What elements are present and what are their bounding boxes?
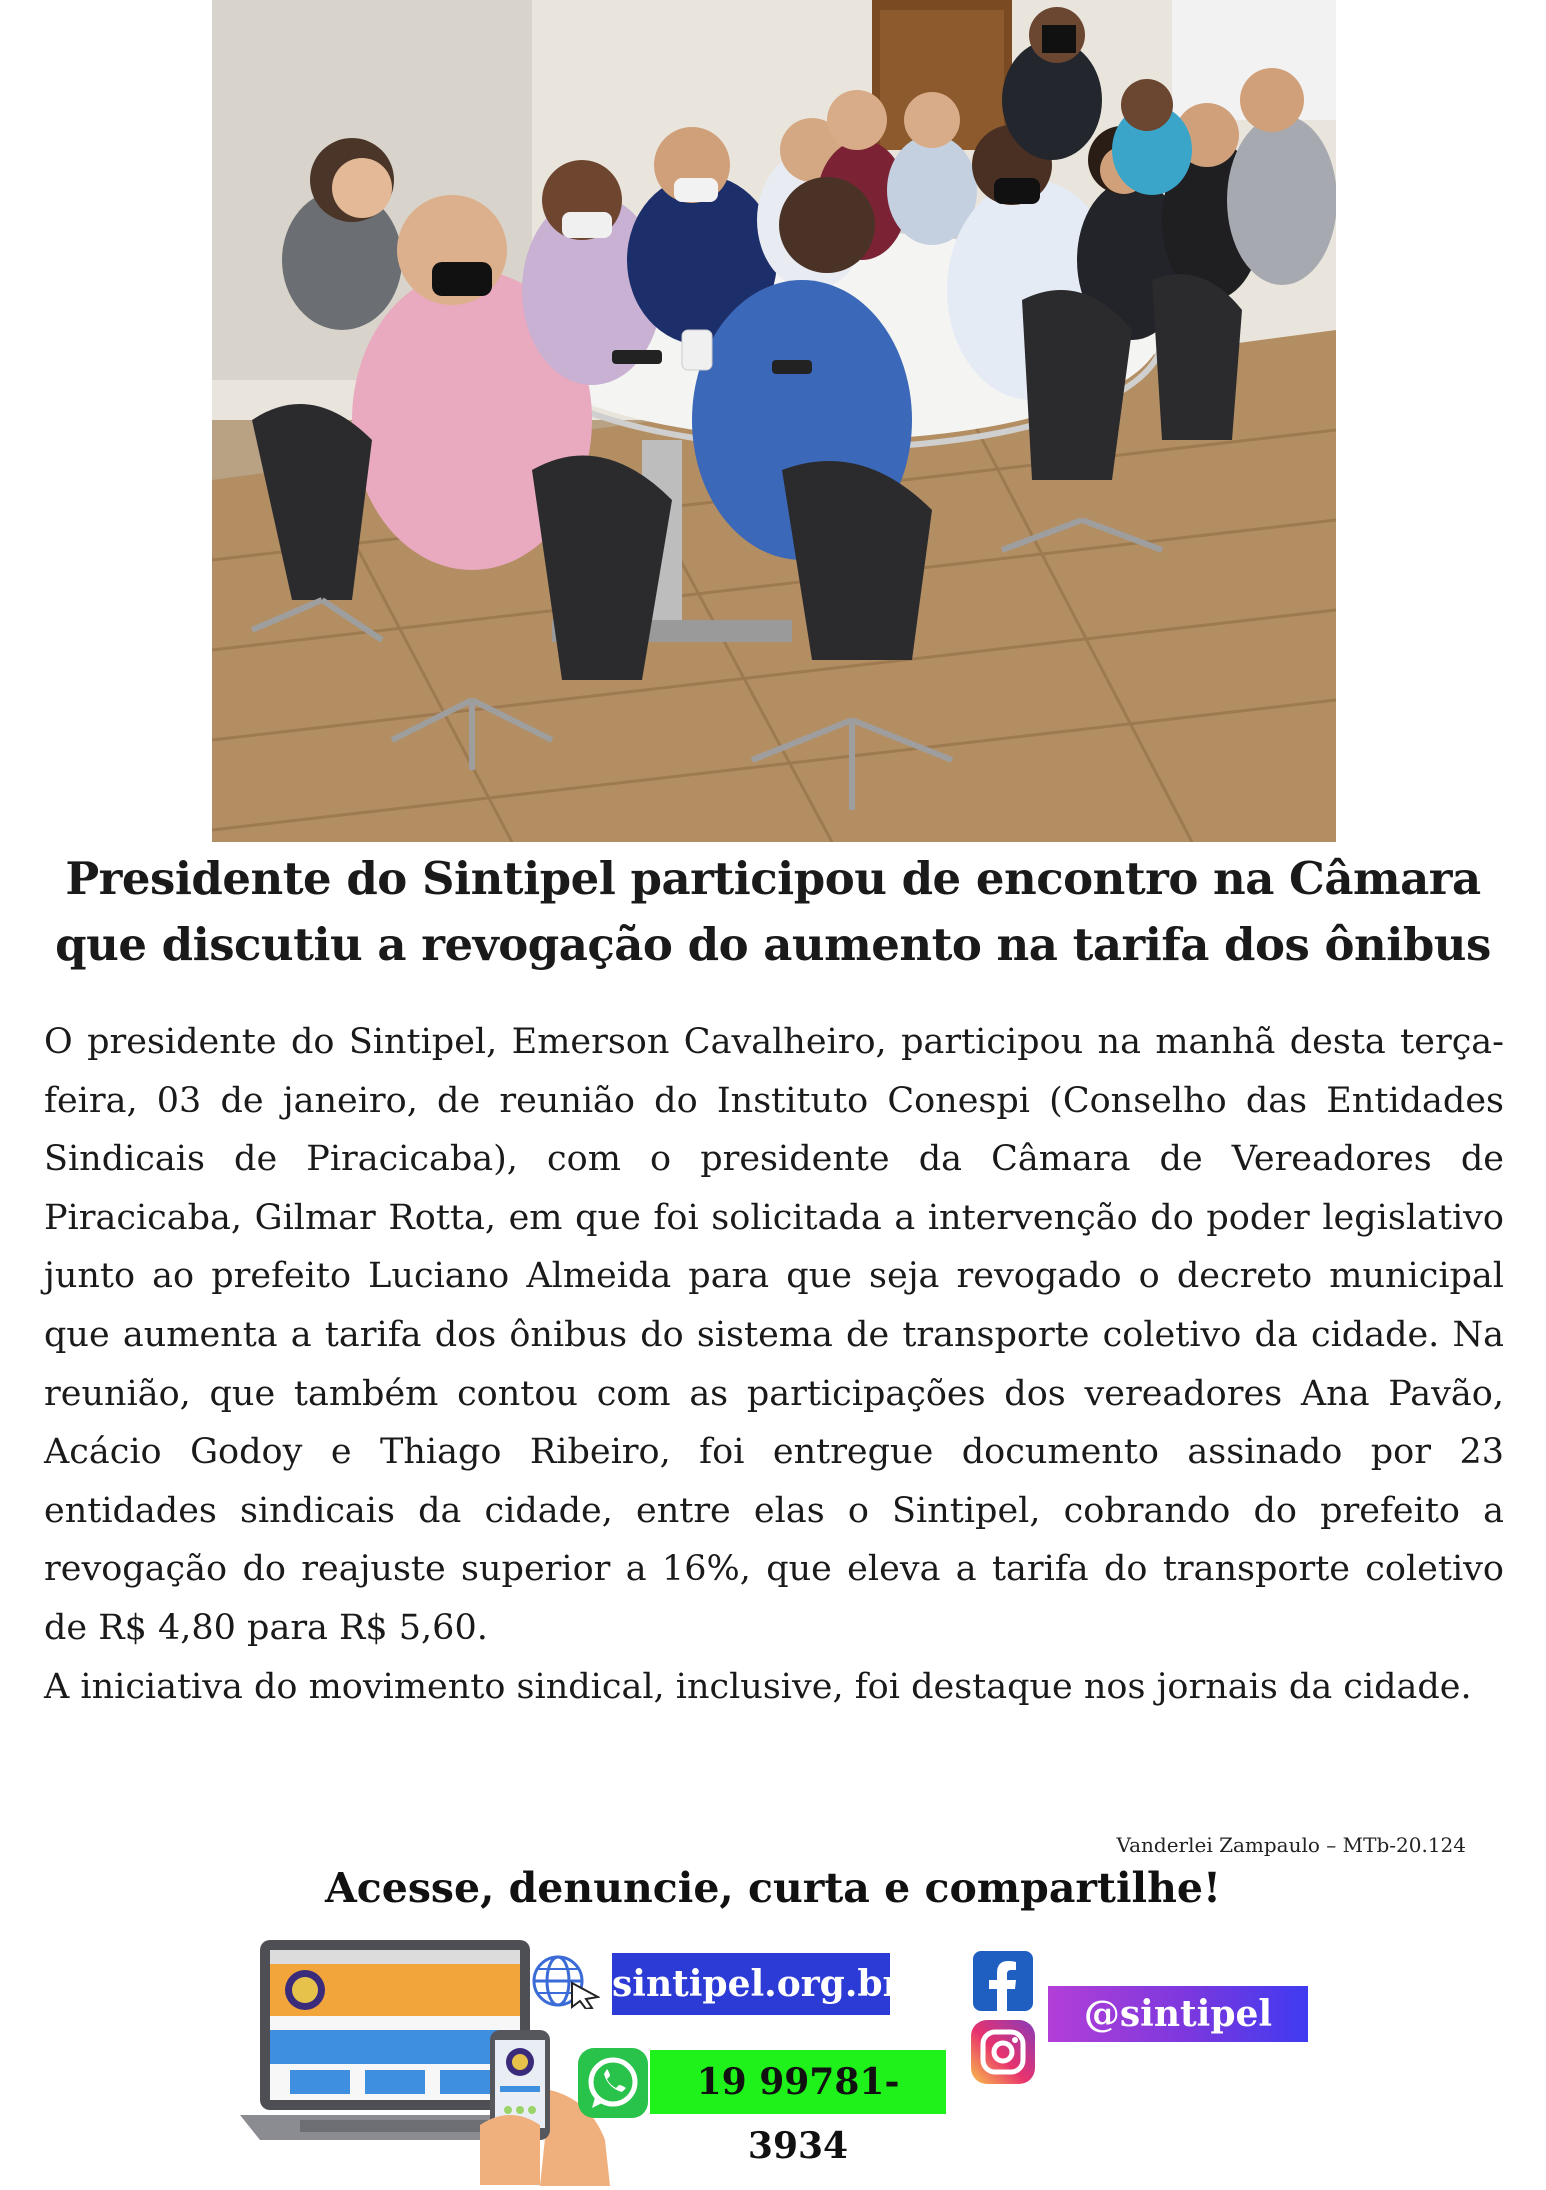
article-body: [44, 1013, 1504, 1716]
social-handle[interactable]: @sintipel: [1048, 1986, 1308, 2042]
instagram-icon: [971, 2020, 1035, 2084]
headline: [30, 846, 1516, 978]
globe-icon: [530, 1953, 600, 2009]
meeting-photo-illustration: [212, 0, 1336, 842]
headline-line-1: Presidente do Sintipel participou de encontro na Câmara: [65, 852, 1481, 905]
meeting-photo: [212, 0, 1336, 842]
article-paragraph-2: A iniciativa do movimento sindical, inclusive, foi destaque nos jornais da cidade.: [44, 1666, 1472, 1707]
headline-line-2: que discutiu a revogação do aumento na tarifa dos ônibus: [55, 918, 1491, 971]
whatsapp-icon: [578, 2048, 648, 2118]
facebook-icon: [973, 1951, 1033, 2011]
author-credit: Vanderlei Zampaulo – MTb-20.124: [1116, 1833, 1466, 1857]
website-link[interactable]: sintipel.org.br: [612, 1953, 890, 2015]
call-to-action: Acesse, denuncie, curta e compartilhe!: [324, 1864, 1222, 1912]
phone-number[interactable]: 19 99781-3934: [650, 2050, 946, 2114]
article-paragraph-1: O presidente do Sintipel, Emerson Cavalheiro, participou na manhã desta terça-feira, 03 de janeiro, de reunião do Instituto Conespi (Conselho das Entidades Sindicais de Piracicaba), com o presidente da Câmara de Vereadores de Piracicaba, Gilmar Rotta, em que foi solicitada a intervenção do poder legislativo junto ao prefeito Luciano Almeida para que seja revogado o decreto municipal que aumenta a tarifa dos ônibus do sistema de transporte coletivo da cidade. Na reunião, que também contou com as participações dos vereadores Ana Pavão, Acácio Godoy e Thiago Ribeiro, foi entregue documento assinado por 23 entidades sindicais da cidade, entre elas o Sintipel, cobrando do prefeito a revogação do reajuste superior a 16%, que eleva a tarifa do transporte coletivo de R$ 4,80 para R$ 5,60.: [44, 1022, 1504, 1648]
